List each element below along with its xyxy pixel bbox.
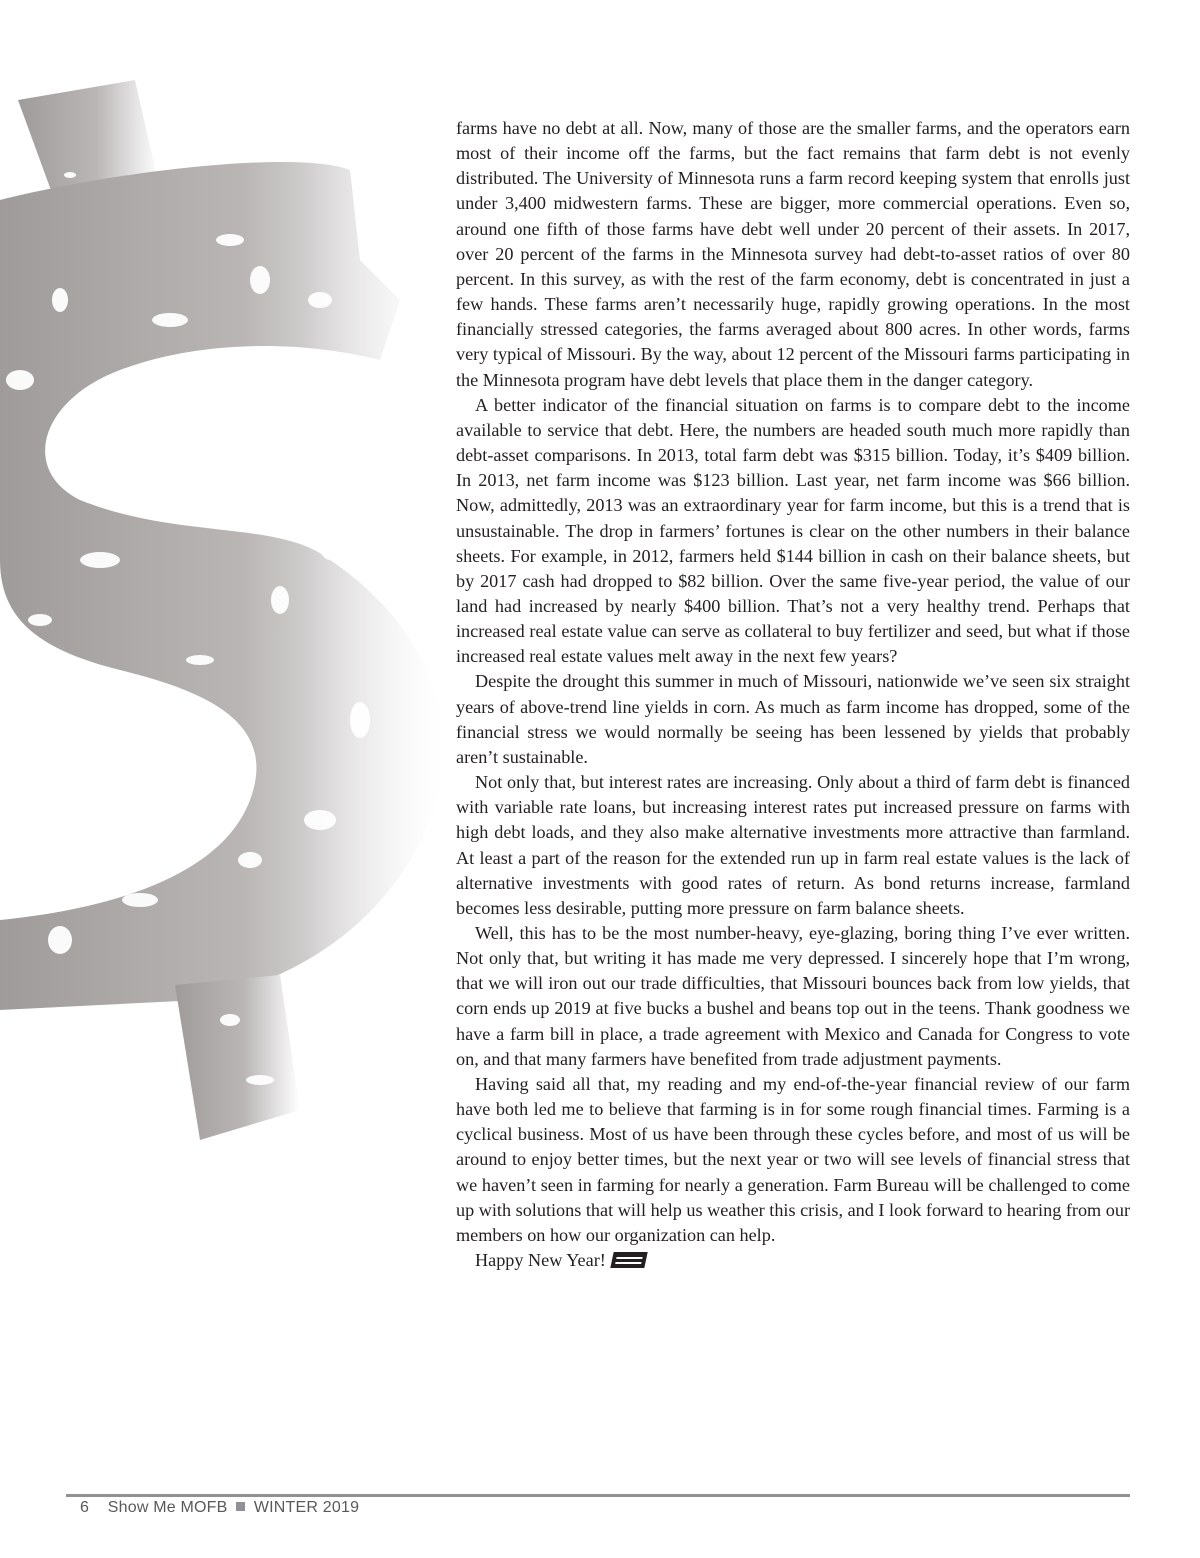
- article-body: [456, 116, 1130, 1273]
- publication-name: Show Me MOFB: [107, 1499, 228, 1516]
- article-paragraph: Not only that, but interest rates are increasing. Only about a third of farm debt is financed with variable rate loans, but increasing interest rates put increased pressure on farms with high debt loads, and they also make alternative investments more attractive than farmland. At least a part of the reason for the extended run up in farm real estate values is the lack of alternative investments with good rates of return. As bond returns increase, farmland becomes less desirable, putting more pressure on farm balance sheets.: [456, 772, 1130, 918]
- issue-name: WINTER 2019: [253, 1499, 360, 1516]
- separator-square-icon: [236, 1502, 245, 1511]
- article-paragraph: farms have no debt at all. Now, many of those are the smaller farms, and the operators earn most of their income off the farms, but the fact remains that farm debt is not evenly distributed. The University of Minnesota runs a farm record keeping system that enrolls just under 3,400 midwestern farms. These are bigger, more commercial operations. Even so, around one fifth of those farms have debt well under 20 percent of their assets. In 2017, over 20 percent of the farms in the Minnesota survey had debt-to-asset ratios of over 80 percent. In this survey, as with the rest of the farm economy, debt is concentrated in just a few hands. These farms aren’t necessarily huge, rapidly growing operations. In the most financially stressed categories, the farms averaged about 800 acres. In other words, farms very typical of Missouri. By the way, about 12 percent of the Missouri farms participating in the Minnesota program have debt levels that place them in the danger category.: [456, 118, 1130, 390]
- article-paragraph: Having said all that, my reading and my end-of-the-year financial review of our farm have both led me to believe that farming is in for some rough financial times. Farming is a cyclical business. Most of us have been through these cycles before, and most of us will be around to enjoy better times, but the next year or two will see levels of financial stress that we haven’t seen in farming for nearly a generation. Farm Bureau will be challenged to come up with solutions that will help us weather this crisis, and I look forward to hearing from our members on how our organization can help.: [456, 1073, 1130, 1245]
- footer-rule: [66, 1494, 1130, 1497]
- closing-line: [456, 1248, 1130, 1273]
- article-paragraph: A better indicator of the financial situation on farms is to compare debt to the income available to service that debt. Here, the numbers are headed south much more rapidly than debt-asset comparisons. In 2013, total farm debt was $315 billion. Today, it’s $409 billion. In 2013, net farm income was $123 billion. Last year, net farm income was $66 billion. Now, admittedly, 2013 was an extraordinary year for farm income, but this is a trend that is unsustainable. The drop in farmers’ fortunes is clear on the other numbers in their balance sheets. For example, in 2012, farmers held $144 billion in cash on their balance sheets, but by 2017 cash had dropped to $82 billion. Over the same five-year period, the value of our land had increased by nearly $400 billion. That’s not a very healthy trend. Perhaps that increased real estate value can serve as collateral to buy fertilizer and seed, but what if those increased real estate values melt away in the next few years?: [456, 394, 1130, 667]
- page-footer: [80, 1499, 359, 1517]
- dollar-sign-illustration: [0, 0, 470, 1160]
- article-paragraph: Despite the drought this summer in much of Missouri, nationwide we’ve seen six straight years of above-trend line yields in corn. As much as farm income has dropped, some of the financial stress we would normally be seeing has been lessened by yields that probably aren’t sustainable.: [456, 671, 1130, 767]
- page-number: 6: [80, 1499, 90, 1516]
- farm-bureau-logo-icon: [610, 1252, 647, 1268]
- article-paragraph: Well, this has to be the most number-heavy, eye-glazing, boring thing I’ve ever written. Not only that, but writing it has made me very depressed. I sincerely hope that I’m wrong, that we will iron out our trade difficulties, that Missouri bounces back from low yields, that corn ends up 2019 at five bucks a bushel and beans top out in the teens. Thank goodness we have a farm bill in place, a trade agreement with Mexico and Canada for Congress to vote on, and that many farmers have benefited from trade adjustment payments.: [456, 923, 1130, 1069]
- closing-text: Happy New Year!: [475, 1250, 606, 1271]
